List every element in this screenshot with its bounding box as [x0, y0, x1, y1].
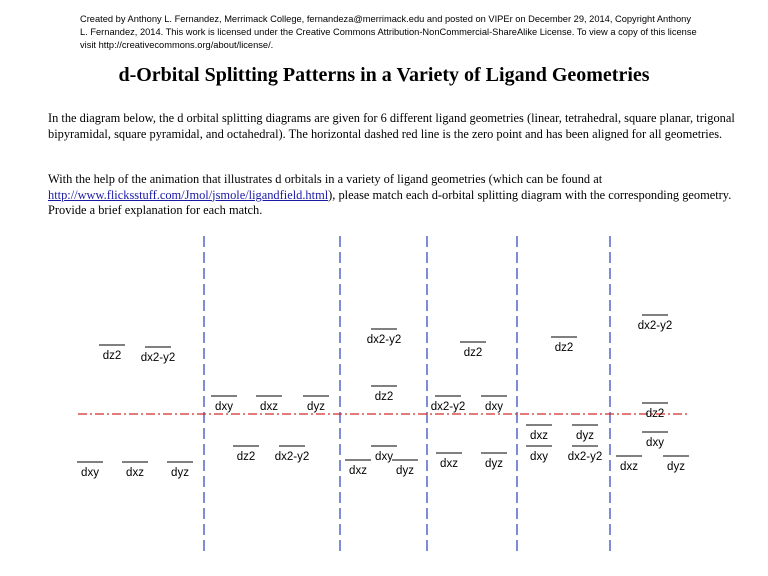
- orbital-label-dz2: dz2: [645, 408, 665, 420]
- orbital-label-dxz: dxz: [620, 461, 638, 473]
- orbital-label-dxy: dxy: [485, 401, 503, 413]
- orbital-label-dxz: dxz: [349, 465, 367, 477]
- orbital-label-dxy: dxy: [215, 401, 233, 413]
- orbital-label-dx2-y2: dx2-y2: [637, 320, 673, 332]
- orbital-label-dyz: dyz: [667, 461, 685, 473]
- orbital-label-dxz: dxz: [126, 467, 144, 479]
- orbital-label-dyz: dyz: [171, 467, 189, 479]
- intro-paragraph: In the diagram below, the d orbital splitting diagrams are given for 6 different ligand geometries (linear, tetrahedral, square planar, trigonal bipyramidal, square pyramidal, and octahedral). The horizontal dashed red line is the zero point and has been aligned for all geometries.: [48, 111, 735, 141]
- orbital-label-dxy: dxy: [375, 451, 393, 463]
- splitting-pattern-3: [345, 329, 418, 477]
- orbital-label-dz2: dz2: [102, 350, 122, 362]
- splitting-pattern-1: [77, 345, 193, 479]
- orbital-label-dz2: dz2: [554, 342, 574, 354]
- orbital-label-dyz: dyz: [307, 401, 325, 413]
- orbital-label-dx2-y2: dx2-y2: [140, 352, 176, 364]
- splitting-pattern-2: [211, 396, 329, 463]
- orbital-label-dyz: dyz: [485, 458, 503, 470]
- orbital-label-dxy: dxy: [81, 467, 99, 479]
- orbital-label-dx2-y2: dx2-y2: [430, 401, 466, 413]
- splitting-pattern-6: [616, 315, 689, 473]
- splitting-pattern-5: [526, 337, 602, 463]
- orbital-label-dxz: dxz: [260, 401, 278, 413]
- orbital-levels: [77, 315, 689, 479]
- page-title: d-Orbital Splitting Patterns in a Variety of Ligand Geometries: [118, 64, 650, 86]
- credit-notice: Created by Anthony L. Fernandez, Merrimack College, fernandeza@merrimack.edu and posted on VIPEr on December 29, 2014, Copyright Anthony L. Fernandez, 2014. This work is licensed under the Creative Commons Attribution-NonCommercial-ShareAlike License. To view a copy of this license visit http://creativecommons.org/about/license/.: [80, 14, 697, 50]
- orbital-label-dxy: dxy: [530, 451, 548, 463]
- instructions-text-end: ), please match each d-orbital splitting diagram with the corresponding geometry. Provide a brief explanation for each match.: [48, 187, 732, 217]
- splitting-pattern-4: [431, 342, 507, 470]
- orbital-label-dz2: dz2: [374, 391, 394, 403]
- orbital-label-dyz: dyz: [576, 430, 594, 442]
- orbital-label-dx2-y2: dx2-y2: [366, 334, 402, 346]
- orbital-label-dz2: dz2: [463, 347, 483, 359]
- orbital-label-dxz: dxz: [530, 430, 548, 442]
- geometry-dividers: [204, 236, 610, 552]
- orbital-label-dx2-y2: dx2-y2: [567, 451, 603, 463]
- instructions-text-start: With the help of the animation that illustrates d orbitals in a variety of ligand geometries (which can be found at: [48, 172, 603, 186]
- instructions-paragraph: [48, 172, 738, 219]
- ligandfield-animation-link[interactable]: http://www.flicksstuff.com/Jmol/jsmole/ligandfield.html: [48, 187, 329, 202]
- orbital-label-dyz: dyz: [396, 465, 414, 477]
- orbital-label-dz2: dz2: [236, 451, 256, 463]
- orbital-label-dx2-y2: dx2-y2: [274, 451, 310, 463]
- orbital-label-dxz: dxz: [440, 458, 458, 470]
- splitting-diagrams: [0, 230, 768, 560]
- orbital-label-dxy: dxy: [646, 437, 664, 449]
